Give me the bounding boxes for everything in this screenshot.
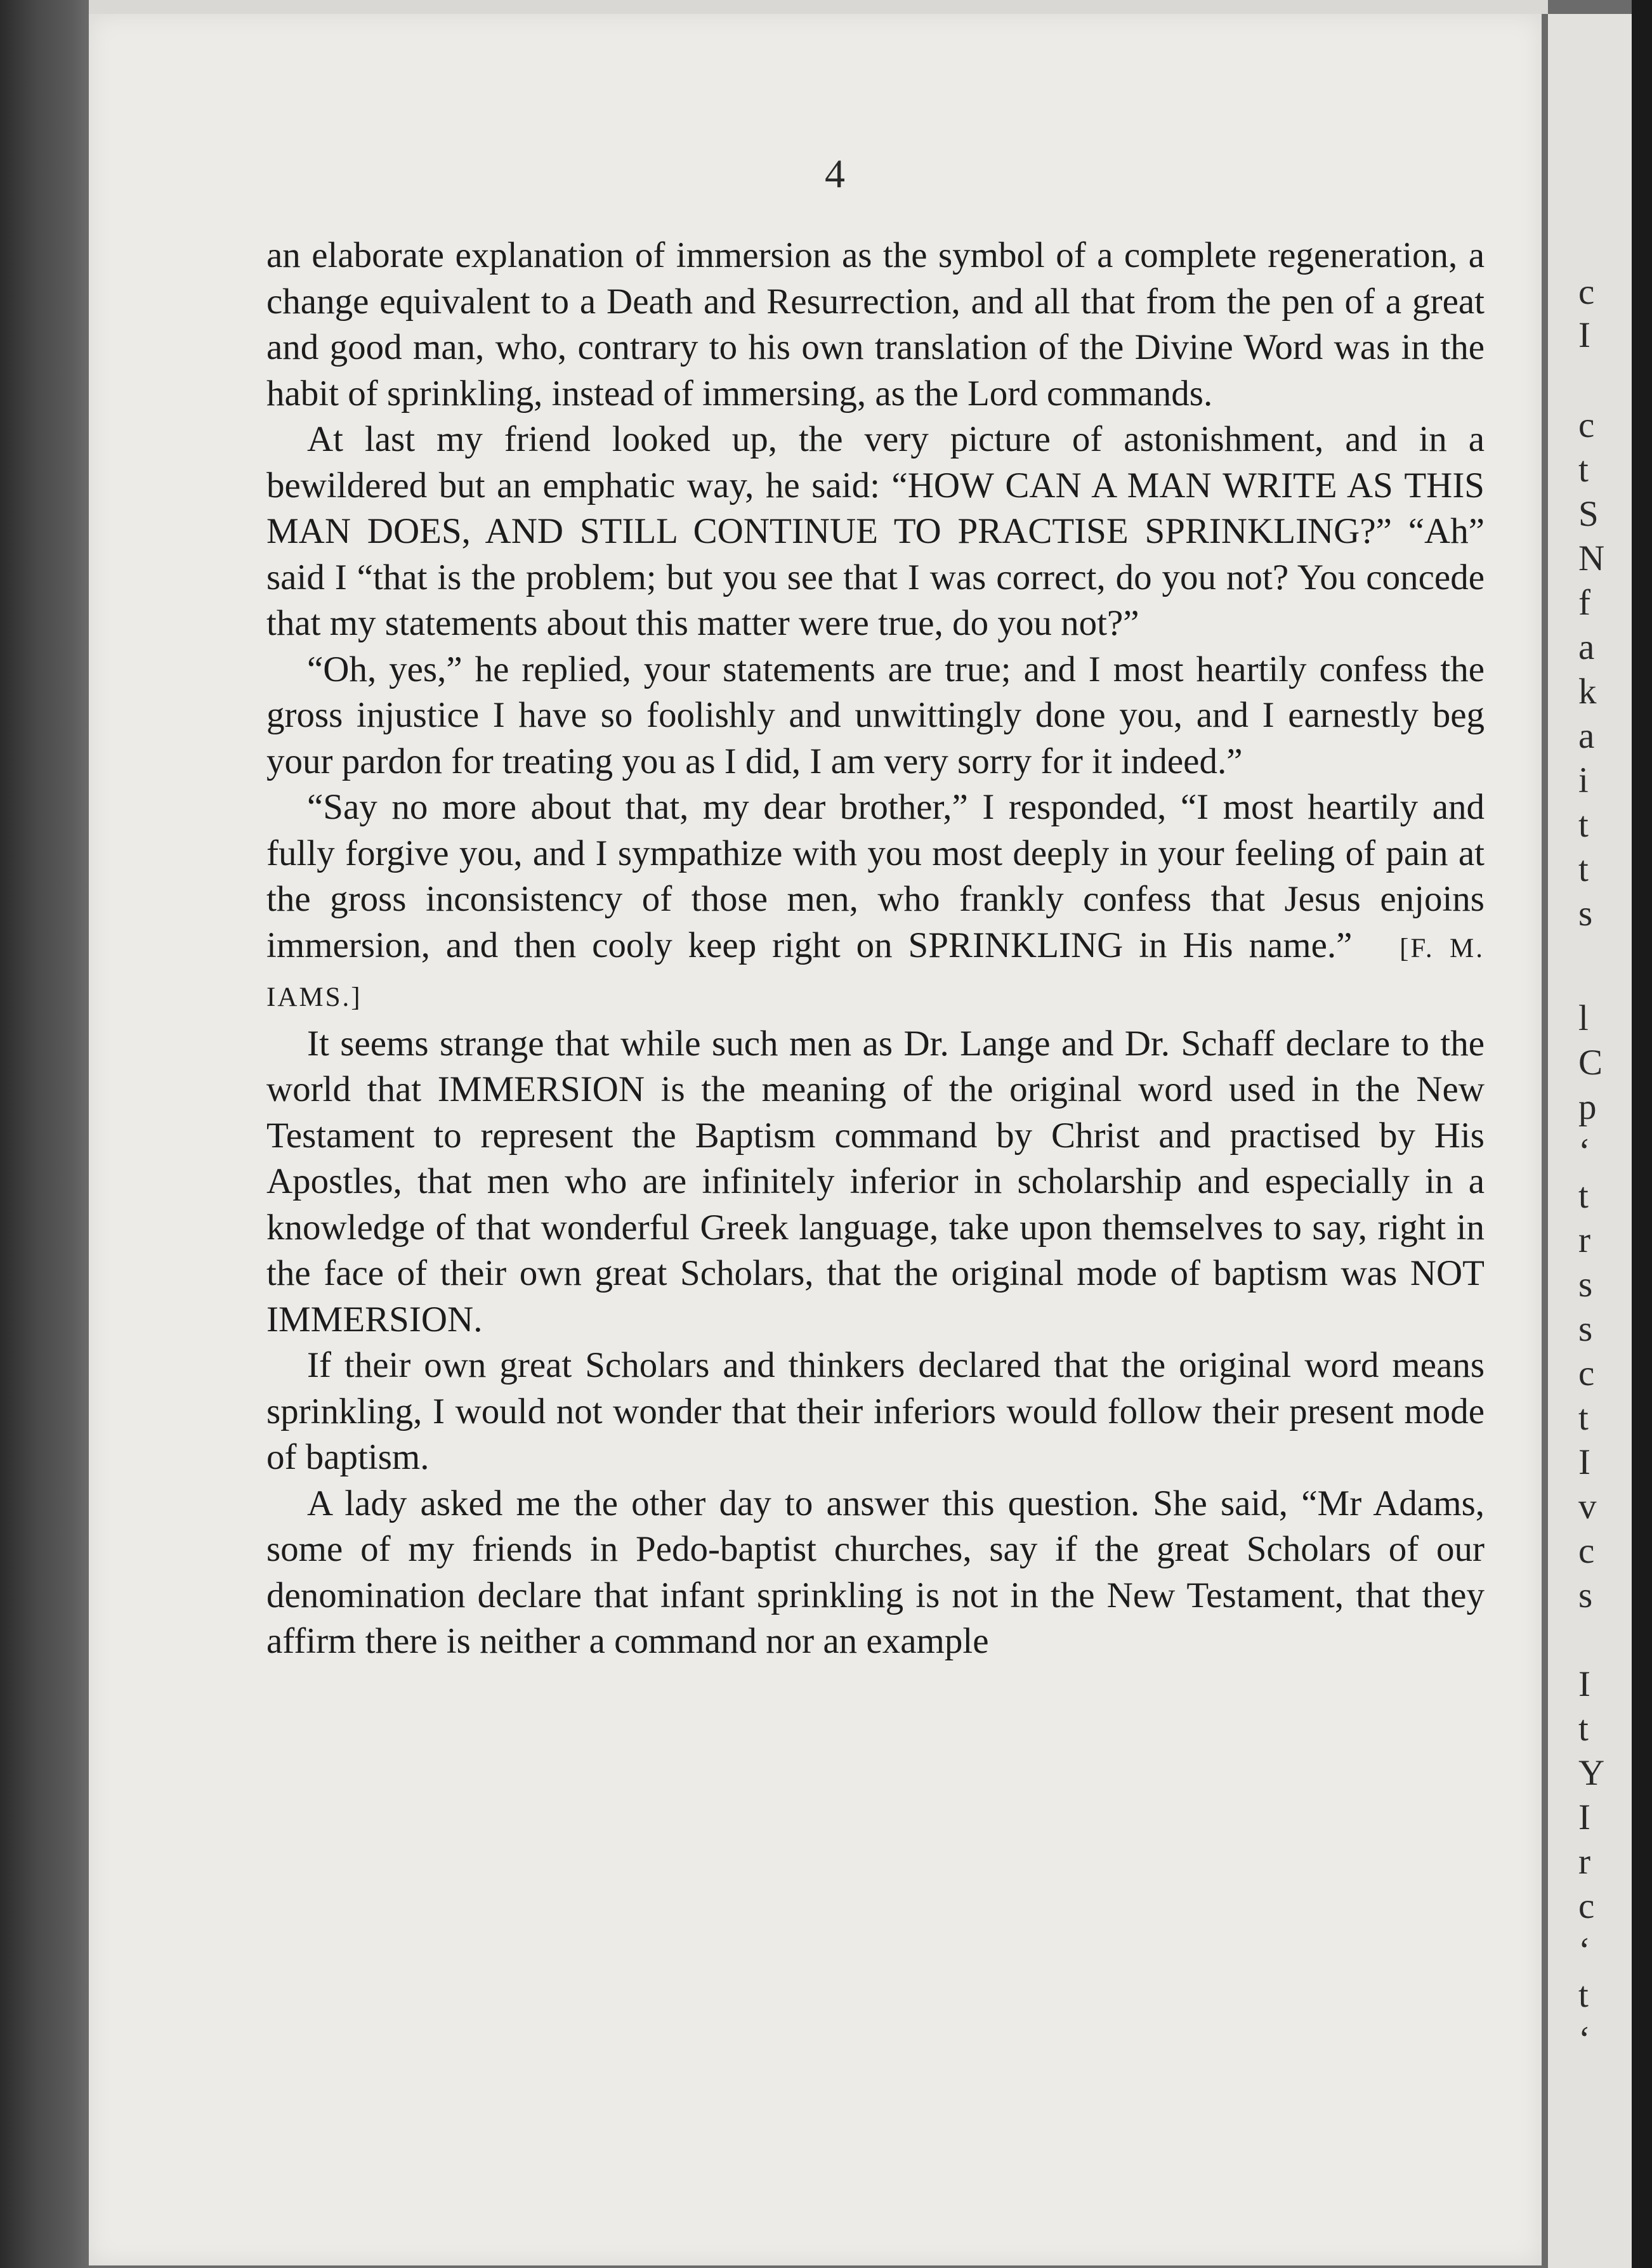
document-page (89, 14, 1542, 2265)
paragraph (266, 785, 1485, 1021)
edge-letter: Y (1578, 1753, 1605, 1793)
edge-letter: s (1578, 1575, 1593, 1615)
edge-letter: l (1578, 998, 1589, 1038)
edge-letter: f (1578, 583, 1590, 623)
paragraph: It seems strange that while such men as Dr. Lange and Dr. Schaff declare to the world that IMMERSION is the meaning of the original word used in the New Testament to represent the Baptism command by Christ and practised by His Apostles, that men who are infinitely inferior in scholarship and especially in a knowledge of that wonderful Greek language, take upon themselves to say, right in the face of their own great Scholars, that the original mode of baptism was NOT IMMERSION. (266, 1023, 1485, 1339)
edge-letter: s (1578, 1265, 1593, 1305)
edge-letter: t (1578, 1975, 1589, 2015)
page-top-edge (89, 0, 1548, 14)
edge-letter: c (1578, 1353, 1595, 1393)
scan-border (1632, 0, 1652, 2268)
paragraph: If their own great Scholars and thinkers declared that the original word means sprinkling, I would not wonder that their inferiors would follow their present mode of baptism. (266, 1345, 1485, 1477)
edge-letter: I (1578, 1442, 1590, 1482)
edge-letter: t (1578, 805, 1589, 845)
edge-letter: a (1578, 716, 1595, 756)
edge-letter: ‘ (1578, 1931, 1590, 1971)
edge-letter: t (1578, 1176, 1589, 1216)
edge-letter: i (1578, 760, 1589, 800)
edge-letter: N (1578, 538, 1605, 578)
edge-letter: I (1578, 315, 1590, 355)
edge-letter: s (1578, 894, 1593, 934)
edge-letter: c (1578, 1531, 1595, 1571)
edge-letter: I (1578, 1797, 1590, 1837)
paragraph: “Oh, yes,” he replied, your statements are true; and I most heartily confess the gross injustice I have so foolishly and unwittingly done you, and I earnestly beg your pardon for treating you as I did, I am very sorry for it indeed.” (266, 649, 1485, 781)
paragraph: At last my friend looked up, the very picture of astonishment, and in a bewildered but an emphatic way, he said: “HOW CAN A MAN WRITE AS THIS MAN DOES, AND STILL CONTINUE TO PRACTISE SPRINKLING?” “Ah” said I “that is the problem; but you see that I was correct, do you not? You concede that my statements about this matter were true, do you not?” (266, 419, 1485, 643)
edge-letter: I (1578, 1664, 1590, 1704)
edge-letter: c (1578, 272, 1595, 312)
paragraph: an elaborate explanation of immersion as the symbol of a complete regeneration, a change equivalent to a Death and Resurrection, and all that from the pen of a great and good man, who, contrary to his own translation of the Divine Word was in the habit of sprinkling, instead of immersing, as the Lord commands. (266, 235, 1485, 414)
edge-letter: ‘ (1578, 1131, 1590, 1171)
edge-letter: a (1578, 627, 1595, 667)
edge-letter: p (1578, 1087, 1597, 1127)
edge-letter: c (1578, 1886, 1595, 1926)
edge-letter: s (1578, 1309, 1593, 1349)
edge-letter: ‘ (1578, 2019, 1590, 2059)
paragraph: A lady asked me the other day to answer this question. She said, “Mr Adams, some of my friends in Pedo-baptist churches, say if the great Scholars of our denomination declare that infant sprinkling is not in the New Testament, that they affirm there is neither a command nor an example (266, 1483, 1485, 1661)
edge-letter: c (1578, 405, 1595, 445)
edge-letter: C (1578, 1043, 1603, 1083)
edge-letter: r (1578, 1842, 1590, 1882)
paragraph-text: “Say no more about that, my dear brother,” I responded, “I most heartily and fully forgive you, and I sympathize with you most deeply in your feeling of pain at the gross inconsistency of those men, who frankly confess that Jesus enjoins immersion, and then cooly keep right on SPRINKLING in His name.” (266, 787, 1485, 965)
edge-letter: t (1578, 450, 1589, 490)
author-signature: [F. M. IAMS.] (266, 933, 1485, 1012)
page-gutter (1543, 14, 1548, 2265)
edge-letter: v (1578, 1487, 1597, 1527)
body-text (266, 233, 1485, 1665)
edge-letter: r (1578, 1220, 1590, 1260)
edge-letter: k (1578, 672, 1597, 712)
edge-letter: t (1578, 1398, 1589, 1438)
edge-letter: t (1578, 1709, 1589, 1749)
page-number: 4 (825, 151, 845, 196)
edge-letter: t (1578, 849, 1589, 889)
edge-letter: S (1578, 494, 1599, 534)
